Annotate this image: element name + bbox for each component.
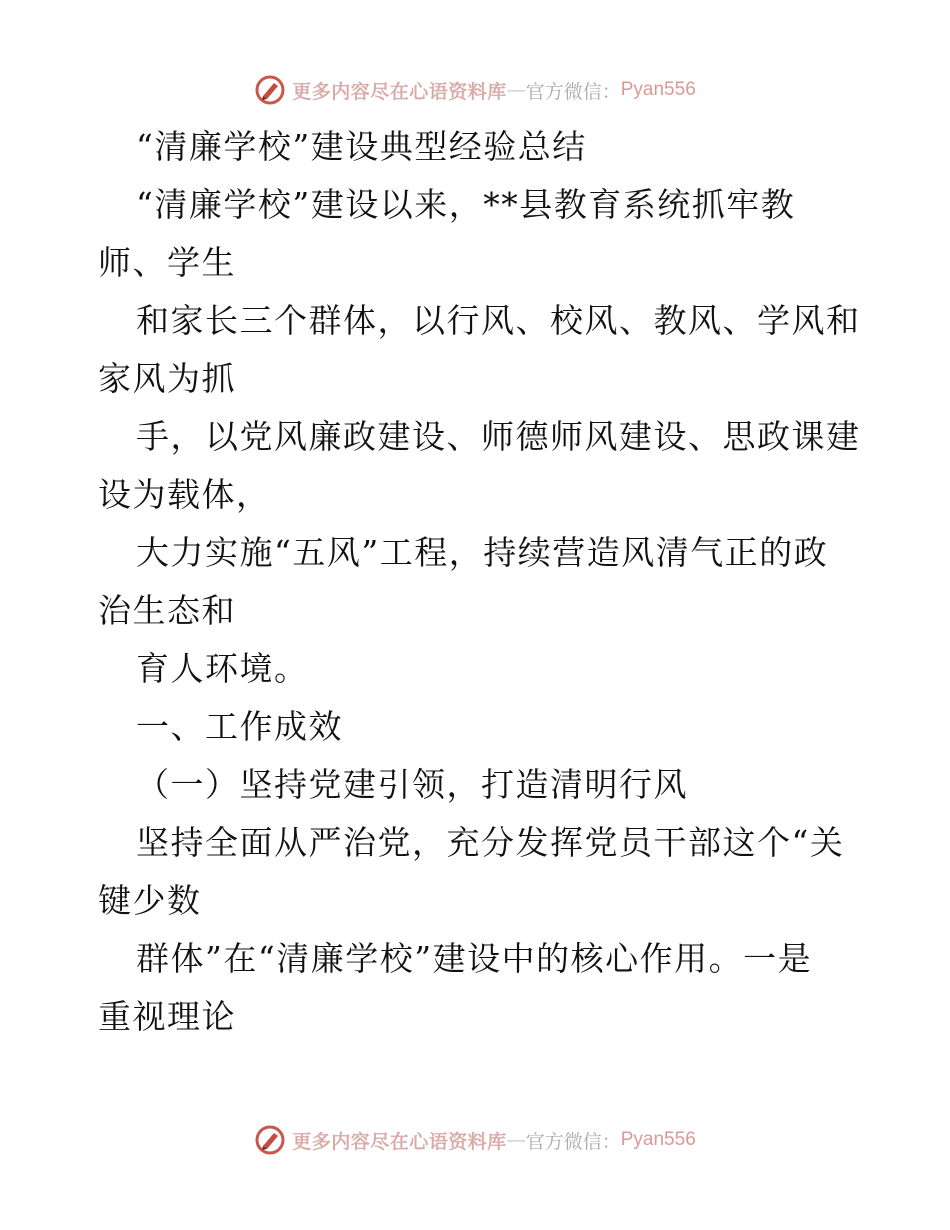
paragraph-line: 坚持全面从严治党，充分发挥党员干部这个“关	[136, 823, 845, 862]
paragraph-line: 重视理论	[98, 997, 236, 1036]
banner-wechat-id: Pyan556	[620, 79, 696, 100]
banner-wechat-id: Pyan556	[620, 1129, 696, 1150]
footer-banner	[0, 1120, 950, 1160]
banner-wechat-label: 官方微信：	[525, 1130, 621, 1153]
paragraph-line: 大力实施“五风”工程，持续营造风清气正的政	[136, 533, 829, 572]
banner-main-text: 更多内容尽在心语资料库	[292, 1130, 507, 1153]
header-banner	[0, 70, 950, 110]
paragraph-line: 和家长三个群体，以行风、校风、教风、学风和	[136, 301, 861, 340]
paragraph-line: 家风为抓	[98, 359, 236, 398]
banner-dash: —	[506, 1129, 526, 1151]
banner-wechat-label: 官方微信：	[525, 80, 621, 103]
paragraph-line: 师、学生	[98, 243, 236, 282]
paragraph-line: 设为载体，	[98, 475, 271, 514]
paragraph-line: “清廉学校”建设以来，**县教育系统抓牢教	[136, 185, 796, 224]
paragraph-line: 治生态和	[98, 591, 236, 630]
banner-main-text: 更多内容尽在心语资料库	[292, 80, 507, 103]
paragraph-line: 手，以党风廉政建设、师德师风建设、思政课建	[136, 417, 861, 456]
logo-icon	[254, 74, 286, 106]
document-title: “清廉学校”建设典型经验总结	[136, 127, 587, 166]
paragraph-line: 育人环境。	[136, 649, 309, 688]
paragraph-line: 键少数	[98, 881, 202, 920]
paragraph-line: 群体”在“清廉学校”建设中的核心作用。一是	[136, 939, 813, 978]
section-heading: 一、工作成效	[136, 707, 343, 746]
logo-icon	[254, 1124, 286, 1156]
subsection-heading: （一）坚持党建引领，打造清明行风	[136, 765, 688, 804]
banner-dash: —	[506, 79, 526, 101]
